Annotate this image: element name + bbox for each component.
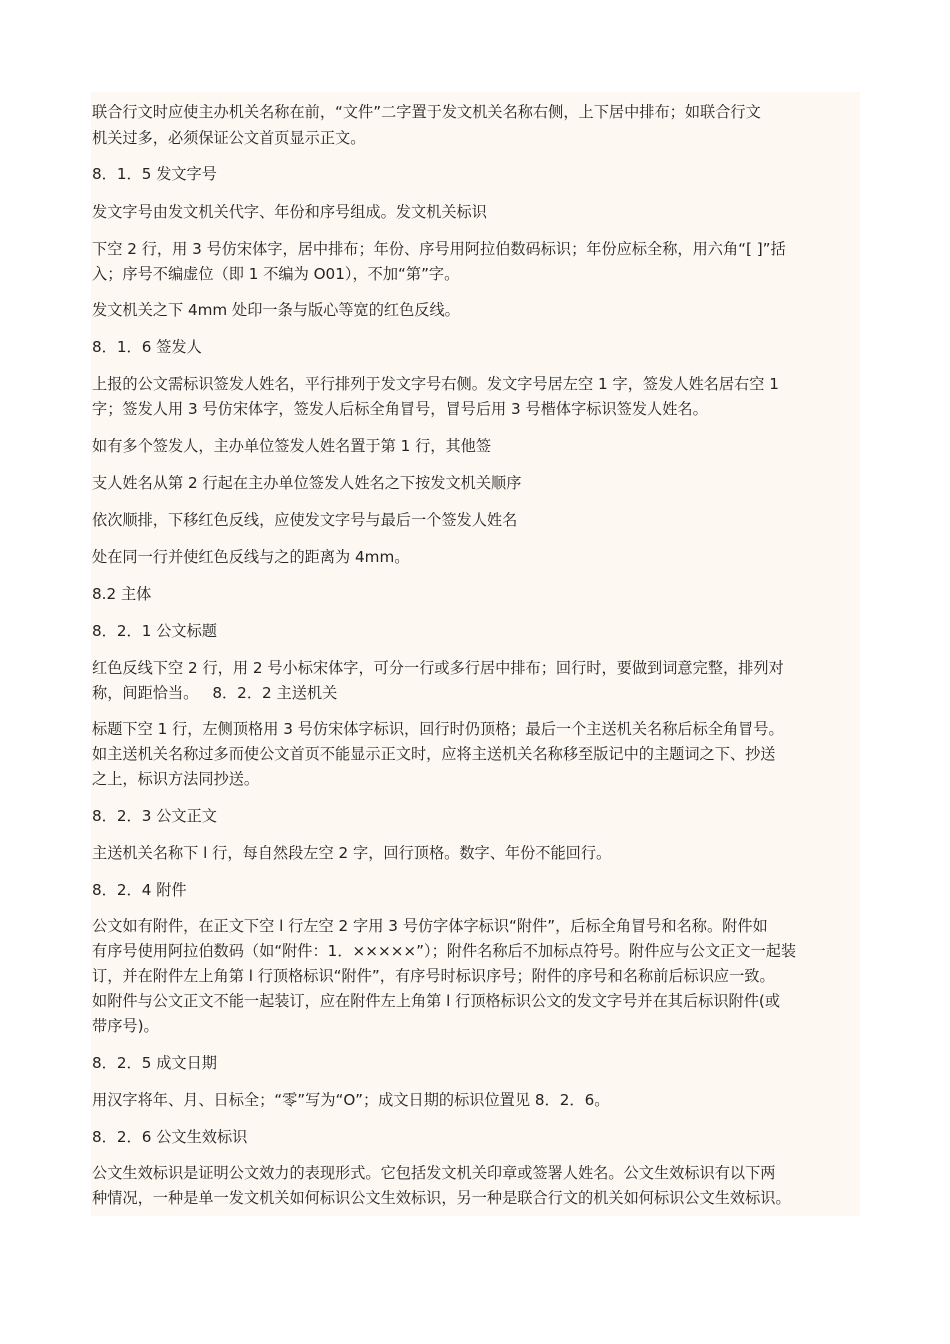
paragraph-line: 上报的公文需标识签发人姓名，平行排列于发文字号右侧。发文字号居左空 1 字，签发人姓名居右空 1 (92, 375, 779, 393)
paragraph-line: 之上，标识方法同抄送。 (92, 770, 260, 788)
paragraph-line: 如有多个签发人，主办单位签发人姓名置于第 1 行，其他签 (92, 437, 492, 455)
section-heading: 8.2 主体 (92, 585, 152, 603)
paragraph-line: 联合行文时应使主办机关名称在前，“文件”二字置于发文机关名称右侧，上下居中排布；如联合行文 (92, 103, 761, 121)
paragraph-line: 公文生效标识是证明公文效力的表现形式。它包括发文机关印章或签署人姓名。公文生效标识有以下两 (92, 1164, 776, 1182)
paragraph-line: 如附件与公文正文不能一起装订，应在附件左上角第 l 行顶格标识公文的发文字号并在其后标识附件(或 (92, 992, 781, 1010)
paragraph-line: 订，并在附件左上角第 l 行顶格标识“附件”，有序号时标识序号；附件的序号和名称前后标识应一致。 (92, 967, 775, 985)
section-heading: 8．2．1 公文标题 (92, 622, 217, 640)
paragraph-line: 处在同一行并使红色反线与之的距离为 4mm。 (92, 548, 410, 566)
paragraph-line: 入；序号不编虚位（即 1 不编为 O01），不加“第”字。 (92, 265, 460, 283)
section-heading: 8．2．6 公文生效标识 (92, 1128, 248, 1146)
section-heading: 8．1．5 发文字号 (92, 165, 217, 183)
paragraph-line: 带序号)。 (92, 1017, 159, 1035)
paragraph-line: 依次顺排，下移红色反线，应使发文字号与最后一个签发人姓名 (92, 511, 518, 529)
section-heading: 8．2．2 主送机关 (212, 684, 338, 702)
paragraph-line: 红色反线下空 2 行，用 2 号小标宋体字，可分一行或多行居中排布；回行时，要做到词意完整，排列对 (92, 659, 784, 677)
paragraph-text: 称，间距恰当。 (92, 684, 199, 702)
section-heading: 8．2．4 附件 (92, 881, 187, 899)
paragraph-line: 发文机关之下 4mm 处印一条与版心等宽的红色反线。 (92, 301, 460, 319)
paragraph-line: 下空 2 行，用 3 号仿宋体字，居中排布；年份、序号用阿拉伯数码标识；年份应标全称，用六角“[ ]”括 (92, 240, 786, 258)
paragraph-line: 种情况，一种是单一发文机关如何标识公文生效标识，另一种是联合行文的机关如何标识公文生效标识。 (92, 1189, 791, 1207)
paragraph-line: 公文如有附件，在正文下空 l 行左空 2 字用 3 号仿字体字标识“附件”，后标全角冒号和名称。附件如 (92, 917, 768, 935)
paragraph-line: 字；签发人用 3 号仿宋体字，签发人后标全角冒号，冒号后用 3 号楷体字标识签发人姓名。 (92, 400, 708, 418)
paragraph-line: 如主送机关名称过多而使公文首页不能显示正文时，应将主送机关名称移至版记中的主题词之下、抄送 (92, 745, 776, 763)
section-heading: 8．2．5 成文日期 (92, 1054, 217, 1072)
paragraph-line: 发文字号由发文机关代字、年份和序号组成。发文机关标识 (92, 203, 487, 221)
section-heading: 8．2．3 公文正文 (92, 807, 217, 825)
paragraph-line (92, 681, 337, 705)
section-heading: 8．1．6 签发人 (92, 338, 202, 356)
paragraph-line: 标题下空 1 行，左侧顶格用 3 号仿宋体字标识，回行时仍顶格；最后一个主送机关名称后标全角冒号。 (92, 720, 784, 738)
paragraph-line: 主送机关名称下 l 行，每自然段左空 2 字，回行顶格。数字、年份不能回行。 (92, 844, 612, 862)
paragraph-line: 支人姓名从第 2 行起在主办单位签发人姓名之下按发文机关顺序 (92, 474, 522, 492)
paragraph-line: 有序号使用阿拉伯数码（如“附件：1．×××××”）；附件名称后不加标点符号。附件应与公文正文一起装 (92, 942, 797, 960)
paragraph-line: 用汉字将年、月、日标全；“零”写为“O”；成文日期的标识位置见 8．2．6。 (92, 1091, 610, 1109)
paragraph-line: 机关过多，必须保证公文首页显示正文。 (92, 129, 366, 147)
